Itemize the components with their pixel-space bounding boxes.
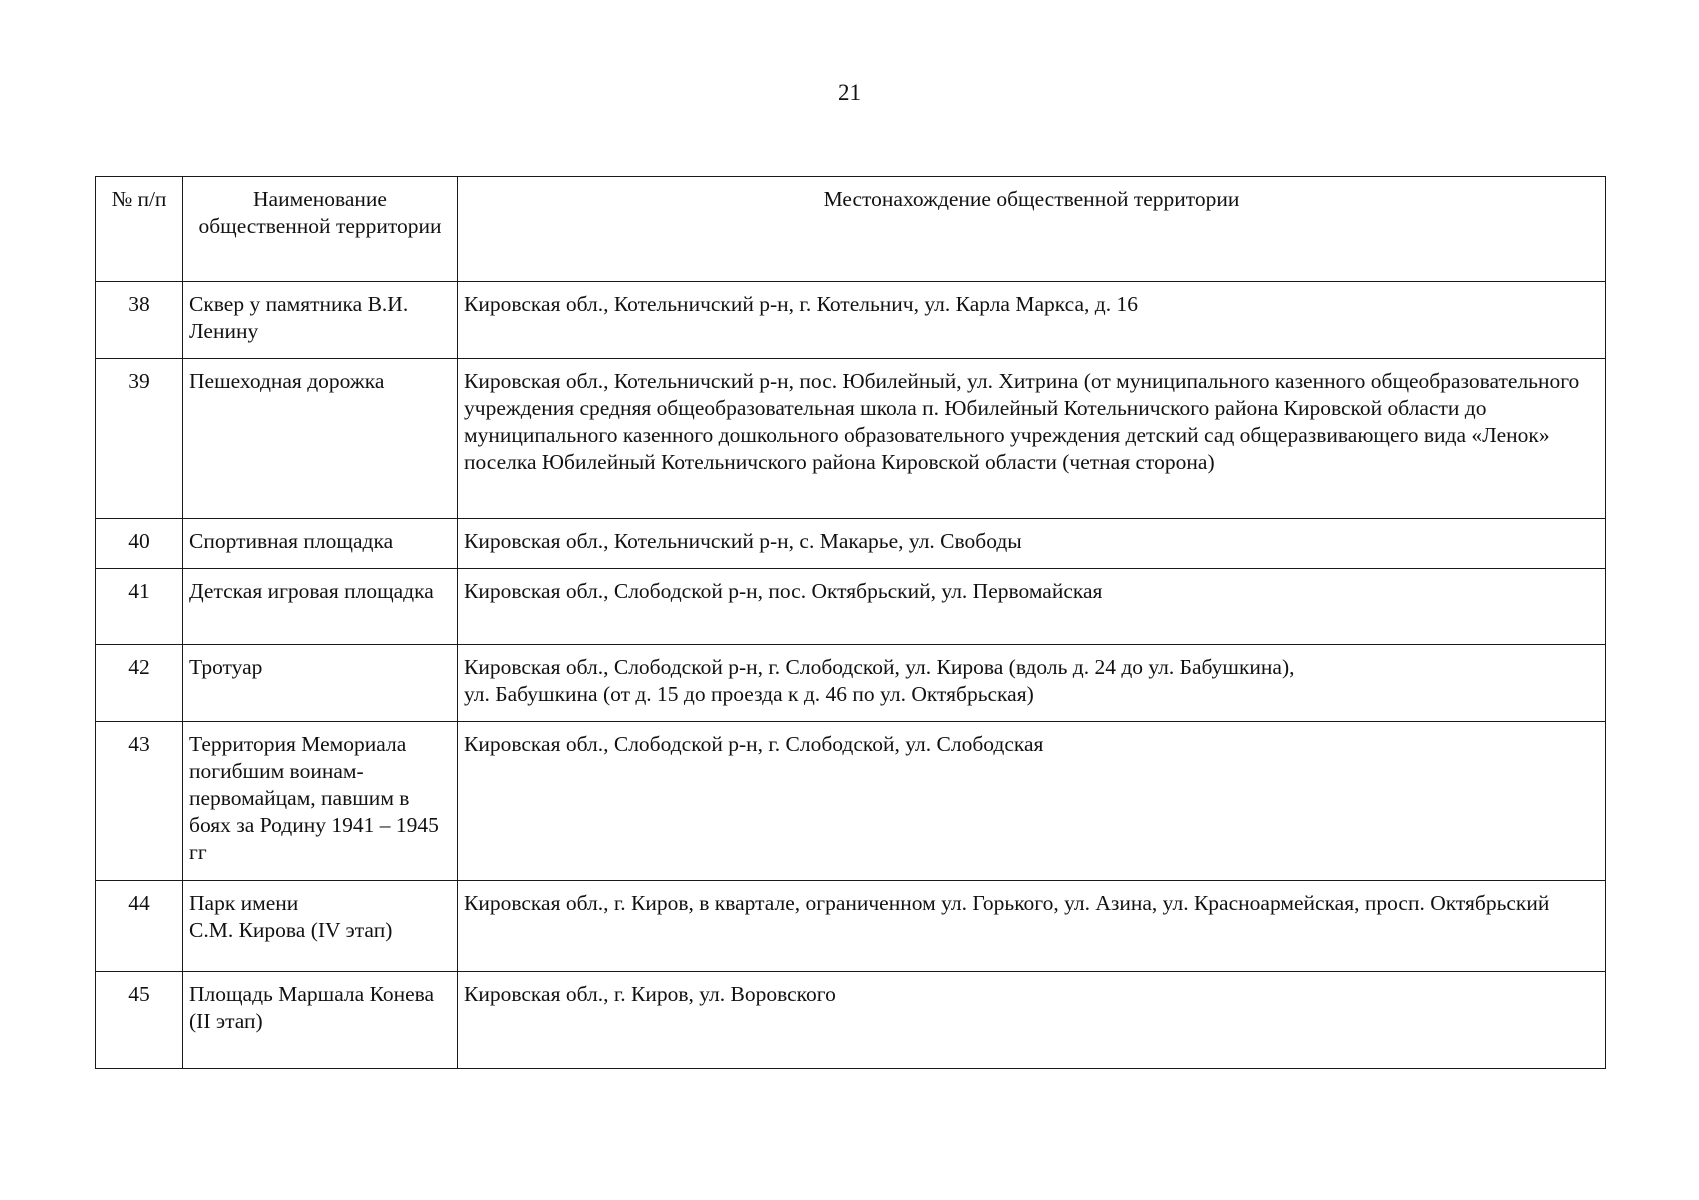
row-location: Кировская обл., Котельничский р-н, пос. Юбилейный, ул. Хитрина (от муниципального казенного общеобразовательного учреждения средняя общеобразовательная школа п. Юбилейный Котельничского района Кировской области до муниципального казенного дошкольного образовательного учреждения детский сад общеразвивающего вида «Ленок» поселка Юбилейный Котельничского района Кировской области (четная сторона) [458,359,1606,519]
name-line: Парк имени [189,891,299,915]
row-name: Тротуар [183,645,458,722]
table-header-row [96,177,1606,282]
row-location: Кировская обл., Слободской р-н, пос. Октябрьский, ул. Первомайская [458,569,1606,645]
table-row [96,282,1606,359]
row-name [183,881,458,972]
row-name: Спортивная площадка [183,519,458,569]
row-num: 38 [96,282,183,359]
row-name: Детская игровая площадка [183,569,458,645]
territories-table [95,176,1606,1069]
table-row [96,519,1606,569]
row-num: 40 [96,519,183,569]
row-location: Кировская обл., г. Киров, ул. Воровского [458,972,1606,1069]
header-num: № п/п [96,177,183,282]
row-num: 42 [96,645,183,722]
row-location [458,645,1606,722]
row-name: Территория Мемориала погибшим воинам-первомайцам, павшим в боях за Родину 1941 – 1945 гг [183,722,458,881]
name-line: С.М. Кирова (IV этап) [189,918,393,942]
page-number: 21 [838,80,861,105]
location-line: Кировская обл., Слободской р-н, г. Слободской, ул. Кирова (вдоль д. 24 до ул. Бабушкина), [464,655,1295,679]
location-line: ул. Бабушкина (от д. 15 до проезда к д. 46 по ул. Октябрьская) [464,682,1034,706]
table-row [96,972,1606,1069]
row-num: 39 [96,359,183,519]
row-name: Площадь Маршала Конева (II этап) [183,972,458,1069]
row-num: 44 [96,881,183,972]
row-location: Кировская обл., Слободской р-н, г. Слободской, ул. Слободская [458,722,1606,881]
header-name: Наименование общественной территории [183,177,458,282]
row-location: Кировская обл., г. Киров, в квартале, ограниченном ул. Горького, ул. Азина, ул. Красноармейская, просп. Октябрьский [458,881,1606,972]
table-row [96,359,1606,519]
row-location: Кировская обл., Котельничский р-н, г. Котельнич, ул. Карла Маркса, д. 16 [458,282,1606,359]
row-name: Сквер у памятника В.И. Ленину [183,282,458,359]
row-num: 45 [96,972,183,1069]
row-num: 43 [96,722,183,881]
row-num: 41 [96,569,183,645]
table-row [96,881,1606,972]
row-location: Кировская обл., Котельничский р-н, с. Макарье, ул. Свободы [458,519,1606,569]
table-row [96,569,1606,645]
table-row [96,722,1606,881]
row-name: Пешеходная дорожка [183,359,458,519]
table-row [96,645,1606,722]
header-location: Местонахождение общественной территории [458,177,1606,282]
